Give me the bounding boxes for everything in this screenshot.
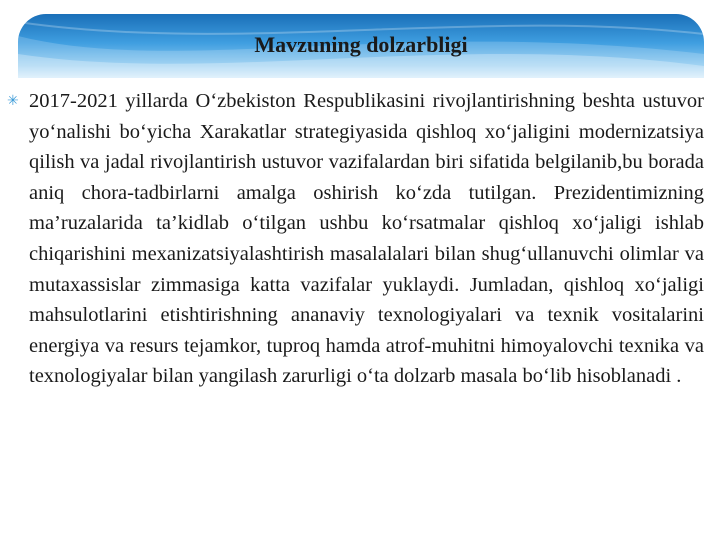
- content-area: [7, 86, 704, 392]
- title-banner: [18, 14, 704, 78]
- body-paragraph: 2017-2021 yillarda O‘zbekiston Respublikasini rivojlantirishning beshta ustuvor yo‘nalishi bo‘yicha Xarakatlar strategiyasida qishloq xo‘jaligini modernizatsiya qilish va jadal rivojlantirish ustuvor vazifalardan biri sifatida belgilanib,bu borada aniq chora-tadbirlarni amalga oshirish ko‘zda tutilgan. Prezidentimizning ma’ruzalarida ta’kidlab o‘tilgan ushbu ko‘rsatmalar qishloq xo‘jaligi ishlab chiqarishini mexanizatsiyalashtirish masalalalari bilan shug‘ullanuvchi olimlar va mutaxassislar zimmasiga katta vazifalar yuklaydi. Jumladan, qishloq xo‘jaligi mahsulotlarini etishtirishning ananaviy texnologiyalari va texnik vositalarini energiya va resurs tejamkor, tuproq hamda atrof-muhitni himoyalovchi texnika va texnologiyalar bilan yangilash zarurligi o‘ta dolzarb masala bo‘lib hisoblanadi .: [29, 90, 704, 388]
- asterisk-bullet-icon: ✳: [7, 93, 19, 109]
- slide-title: Mavzuning dolzarbligi: [254, 32, 468, 57]
- bullet-item: [7, 86, 704, 392]
